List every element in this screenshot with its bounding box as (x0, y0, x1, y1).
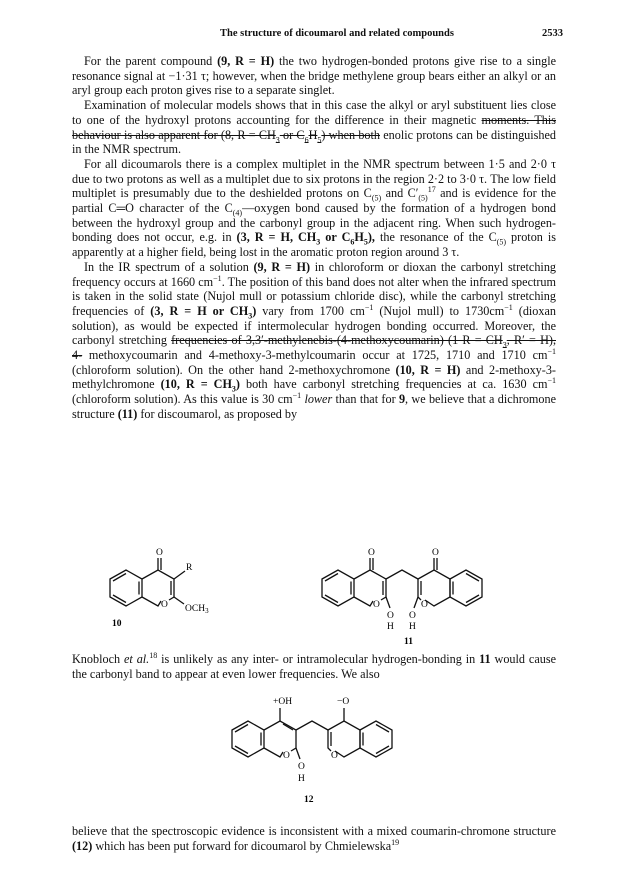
struck-text: moments. This behaviour is also apparent for (8, $R = CH_3$ or $C_6H_5$) when both (72, 112, 557, 144)
reference-18: 18 (149, 650, 158, 660)
ring-oxygen-left-label: O (373, 600, 380, 610)
ring-oxygen-label: O (161, 600, 168, 610)
hydrogen-right-label: H (409, 622, 416, 632)
hydrogen-left-label: H (387, 622, 394, 632)
body-text-lower (72, 824, 556, 853)
carbonyl-oxygen-label: O (156, 548, 163, 558)
hydroxyl-oxygen-left-label: O (387, 611, 394, 621)
struck-text: frequencies of 3,3′-methylenebis-(4-methoxycoumarin) (1 $R = CH_3$, R′ = H), 4- (72, 333, 556, 363)
methoxy-label: $OCH_3$ (185, 604, 209, 615)
compound-label-11: 11 (404, 637, 413, 647)
reference-17: 17 (427, 185, 436, 195)
body-text-upper (72, 54, 556, 422)
paragraph-chmielewska: believe that the spectroscopic evidence is inconsistent with a mixed coumarin-chromone structure (12) which has been put forward for dicoumarol by Chmielewska$^{19}$ (72, 824, 556, 853)
paragraph-knobloch: Knobloch et al.$^{18}$ is unlikely as any inter- or intramolecular hydrogen-bonding in 11 would cause the carbonyl band to appear at even lower frequencies. We also (72, 650, 556, 681)
page-number: 2533 (542, 28, 563, 39)
structure-12 (220, 684, 420, 814)
carbonyl-oxygen-left-label: O (368, 548, 375, 558)
ring-oxygen-left-label: O (283, 751, 290, 761)
hydrogen-label: H (298, 774, 305, 784)
r-group-label: R (186, 563, 193, 573)
page-header (0, 28, 625, 42)
hydroxyl-oxygen-label: O (298, 762, 305, 772)
paragraph-molecular-models: Examination of molecular models shows that in this case the alkyl or aryl substituent lies close to one of the hydroxyl protons accounting for the difference in their magnetic moments. This behaviour is also apparent for (8, $R = CH_3$ or $C_6H_5$) when both enolic protons can be distinguished in the NMR spectrum. (72, 98, 557, 157)
hydroxyl-oxygen-right-label: O (409, 611, 416, 621)
structure-11 (300, 538, 530, 648)
ring-oxygen-right-label: O (331, 751, 338, 761)
paragraph-nmr-parent: For the parent compound (9, R = H) the two hydrogen-bonded protons give rise to a single resonance signal at −1·31 τ; however, when the bridge methylene group bears either an alkyl or an aryl group each proton gives rise to a separate singlet. (72, 54, 556, 98)
paragraph-multiplet: For all dicoumarols there is a complex multiplet in the NMR spectrum between 1·5 and 2·0 τ due to two protons as well as a multiplet due to six protons in the region 2·2 to 3·0 τ. The low field multiplet is presumably due to the deshielded protons on $C_{(5)}$ and $C'_{(5)}^{17}$ and is evidence for the partial C═O character of the $C_{(4)}—oxygen$ bond caused by the formation of a hydrogen bond between the hydroxyl group and the carbonyl group in the adjacent ring. When such hydrogen-bonding does not occur, e.g. in (3, R = H, $CH_3$ or $C_6H_5$), the resonance of the $C_{(5)}$ proton is apparently at a higher field, being lost in the aromatic proton region around 3 τ. (72, 156, 557, 260)
compound-label-12: 12 (304, 795, 314, 805)
body-text-middle (72, 652, 556, 681)
compound-label-10: 10 (112, 619, 122, 629)
reference-19: 19 (391, 837, 400, 847)
protonated-hydroxyl-label: +OH (273, 697, 293, 707)
carbonyl-oxygen-right-label: O (432, 548, 439, 558)
paragraph-ir-spectrum: In the IR spectrum of a solution (9, R = H) in chloroform or dioxan the carbonyl stretching frequency occurs at 1660 $cm^{-1}$. The position of this band does not alter when the infrared spectrum is taken in the solid state (Nujol mull or potassium chloride disc), while the carbonyl stretching frequencies of (3, R = H or $CH_3$) vary from 1700 $cm^{-1}$ (Nujol mull) to $1730cm^{-1}$ (dioxan solution), as would be expected if intermolecular hydrogen bonding occurred. Moreover, the carbonyl stretching frequencies of 3,3′-methylenebis-(4-methoxycoumarin) (1 $R = CH_3$, R′ = H), 4- methoxycoumarin and 4-methoxy-3-methylcoumarin occur at 1725, 1710 and 1710 $cm^{-1}$ (chloroform solution). On the other hand 2-methoxychromone (10, R = H) and 2-methoxy-3-methylchromone (10, $R = CH_3$) both have carbonyl stretching frequencies at ca. 1630 $cm^{-1}$ (chloroform solution). As this value is 30 $cm^{-1}$ lower than that for 9, we believe that a dichromone structure (11) for discoumarol, as proposed by (72, 259, 557, 421)
structure-10 (84, 538, 244, 634)
running-title: The structure of dicoumarol and related compounds (220, 28, 454, 39)
oxide-anion-label: −O (337, 697, 350, 707)
ring-oxygen-right-label: O (421, 600, 428, 610)
